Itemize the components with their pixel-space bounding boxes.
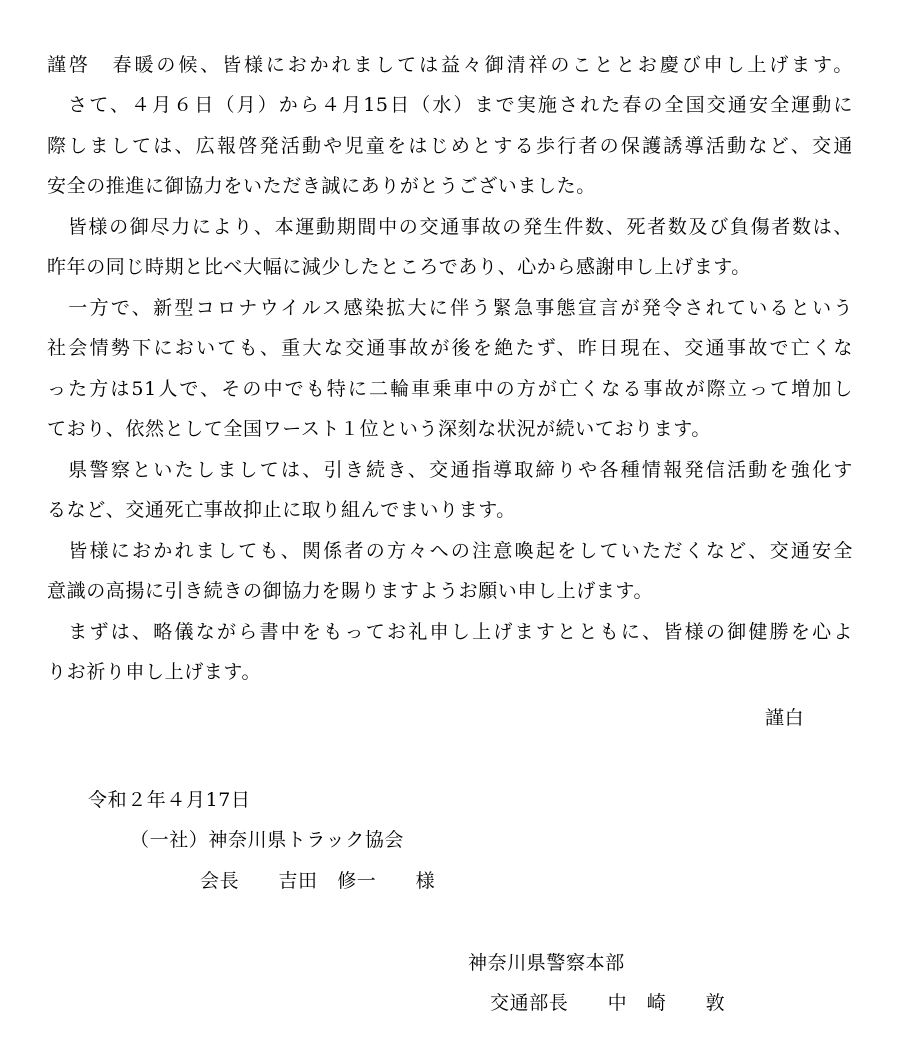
letter-date: 令和２年４月17日 — [88, 789, 251, 811]
body-line: りお祈り申し上げます。 — [47, 661, 262, 683]
body-line: るなど、交通死亡事故抑止に取り組んでまいります。 — [47, 499, 516, 521]
body-line: った方は51人で、その中でも特に二輪車乗車中の方が亡くなる事故が際立って増加し — [47, 378, 853, 400]
recipient-name: 会長 吉田 修一 様 — [200, 870, 436, 892]
body-line: 意識の高揚に引き続きの御協力を賜りますようお願い申し上げます。 — [47, 580, 654, 602]
body-line: 昨年の同じ時期と比べ大幅に減少したところであり、心から感謝申し上げます。 — [47, 256, 751, 278]
sender-organization: 神奈川県警察本部 — [468, 952, 625, 974]
body-line: 皆様におかれましても、関係者の方々への注意喚起をしていただくなど、交通安全 — [47, 540, 853, 562]
body-line: 社会情勢下においても、重大な交通事故が後を絶たず、昨日現在、交通事故で亡くな — [47, 337, 853, 359]
body-line: ており、依然として全国ワースト１位という深刻な状況が続いております。 — [47, 418, 711, 440]
body-line: さて、４月６日（月）から４月15日（水）まで実施された春の全国交通安全運動に — [47, 94, 853, 116]
body-line: 皆様の御尽力により、本運動期間中の交通事故の発生件数、死者数及び負傷者数は、 — [47, 216, 853, 238]
greeting-line: 謹啓 春暖の候、皆様におかれましては益々御清祥のこととお慶び申し上げます。 — [47, 54, 853, 76]
body-line: 際しましては、広報啓発活動や児童をはじめとする歩行者の保護誘導活動など、交通 — [47, 135, 853, 157]
closing-phrase: 謹白 — [765, 707, 805, 729]
body-line: 県警察といたしましては、引き続き、交通指導取締りや各種情報発信活動を強化す — [47, 459, 853, 481]
sender-name: 交通部長 中 崎 敦 — [490, 992, 726, 1014]
body-line: 一方で、新型コロナウイルス感染拡大に伴う緊急事態宣言が発令されているという — [47, 297, 853, 319]
body-line: まずは、略儀ながら書中をもってお礼申し上げますとともに、皆様の御健勝を心よ — [47, 621, 853, 643]
body-line: 安全の推進に御協力をいただき誠にありがとうございました。 — [47, 175, 596, 197]
recipient-organization: （一社）神奈川県トラック協会 — [130, 829, 405, 851]
